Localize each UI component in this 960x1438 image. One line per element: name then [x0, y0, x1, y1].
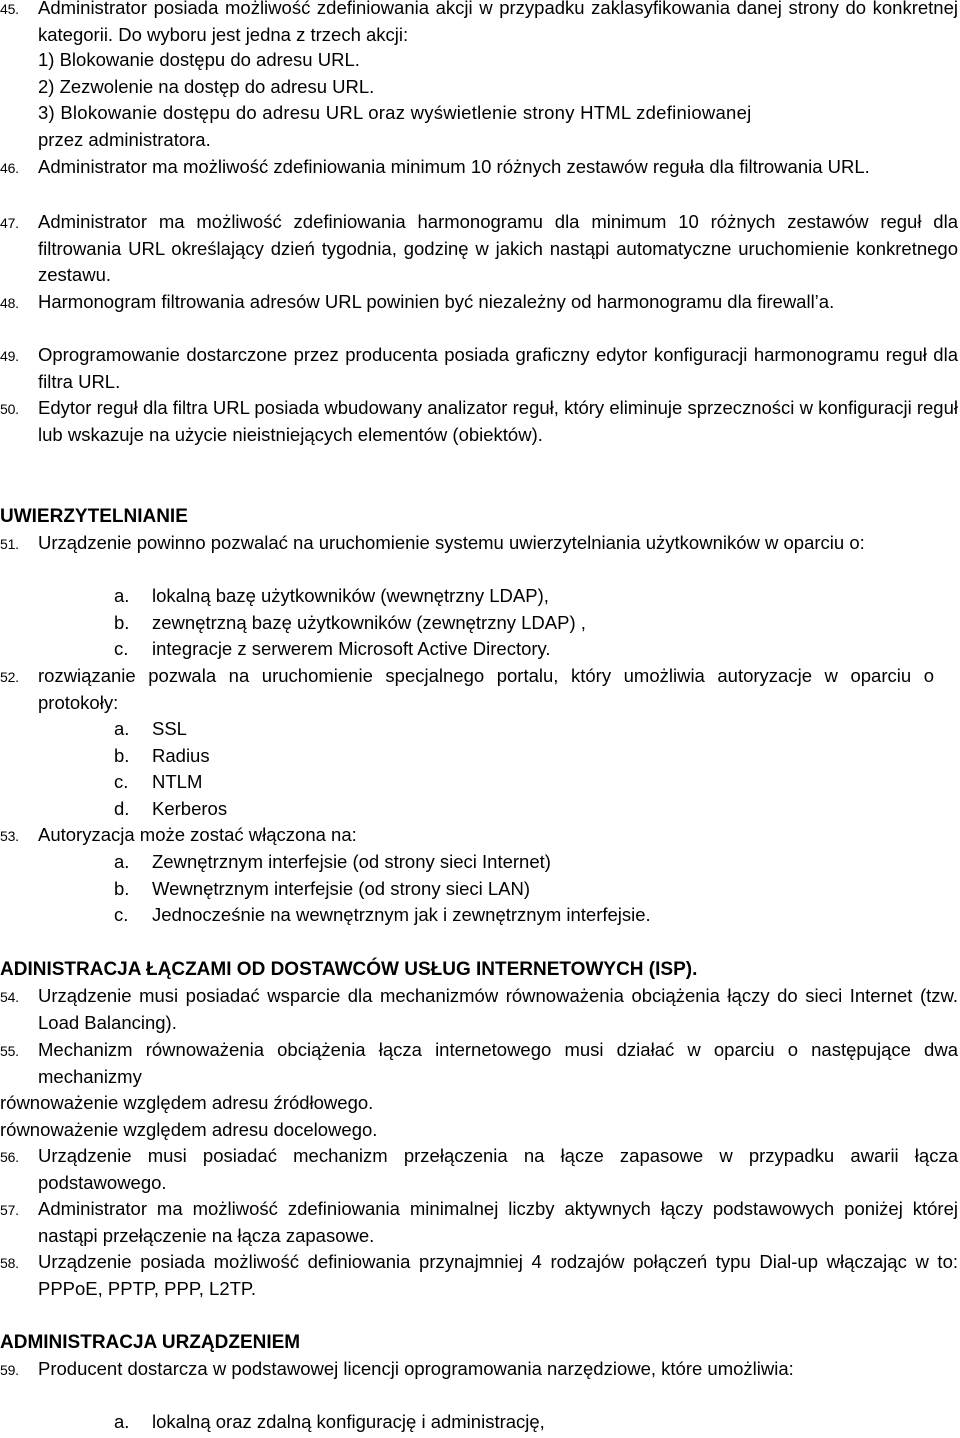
list-item: a. lokalną oraz zdalną konfigurację i administrację,	[114, 1411, 545, 1432]
requirement-56	[0, 1143, 958, 1196]
item-text: Urządzenie powinno pozwalać na uruchomienie systemu uwierzytelniania użytkowników w oparciu o:	[38, 532, 865, 553]
protocol-list	[0, 716, 958, 822]
item-text: Edytor reguł dla filtra URL posiada wbudowany analizator reguł, który eliminuje sprzeczności w konfiguracji reguł lub wskazuje na użycie nieistniejących elementów (obiektów).	[38, 397, 958, 445]
item-text: Urządzenie posiada możliwość definiowania przynajmniej 4 rodzajów połączeń typu Dial-up włączając w to: PPPoE, PPTP, PPP, L2TP.	[38, 1251, 958, 1299]
list-item: d. Kerberos	[114, 797, 228, 819]
list-item: c. integracje z serwerem Microsoft Active Directory.	[114, 638, 551, 659]
item-number: 58.	[0, 1255, 19, 1271]
item-number: 45.	[0, 1, 19, 17]
requirement-54	[0, 983, 958, 1036]
item-text: Producent dostarcza w podstawowej licencji oprogramowania narzędziowe, które umożliwia:	[38, 1358, 794, 1379]
list-item: a. lokalną bazę użytkowników (wewnętrzny LDAP),	[114, 585, 549, 606]
item-text: Administrator ma możliwość zdefiniowania minimum 10 różnych zestawów reguła dla filtrowania URL.	[38, 156, 870, 177]
section-heading-isp: ADINISTRACJA ŁĄCZAMI OD DOSTAWCÓW USŁUG INTERNETOWYCH (ISP).	[0, 959, 698, 980]
item-number: 49.	[0, 348, 19, 364]
item-number: 52.	[0, 669, 19, 685]
item-text: Administrator posiada możliwość zdefiniowania akcji w przypadku zaklasyfikowania danej strony do konkretnej kategorii. Do wyboru jest jedna z trzech akcji:	[38, 0, 958, 45]
requirement-59	[0, 1356, 958, 1383]
item-number: 59.	[0, 1362, 19, 1378]
item-number: 53.	[0, 828, 19, 844]
item-number: 56.	[0, 1149, 19, 1165]
action-list	[0, 47, 958, 153]
requirement-50	[0, 395, 958, 448]
item-text: Oprogramowanie dostarczone przez producenta posiada graficzny edytor konfiguracji harmonogramu reguł dla filtra URL.	[38, 344, 958, 392]
requirement-45	[0, 0, 958, 48]
item-number: 54.	[0, 989, 19, 1005]
item-text: Harmonogram filtrowania adresów URL powinien być niezależny od harmonogramu dla firewall’a.	[38, 291, 835, 312]
item-number: 46.	[0, 160, 19, 176]
item-text: Administrator ma możliwość zdefiniowania harmonogramu dla minimum 10 różnych zestawów reguł dla filtrowania URL określający dzień tygodnia, godzinę w jakich nastąpi automatyczne uruchomienie konkretnego zestawu.	[38, 211, 958, 285]
item-text: Autoryzacja może zostać włączona na:	[38, 824, 357, 845]
list-item: a. Zewnętrznym interfejsie (od strony sieci Internet)	[114, 851, 551, 872]
item-number: 50.	[0, 401, 19, 417]
item-number: 51.	[0, 536, 19, 552]
section-heading-device-admin: ADMINISTRACJA URZĄDZENIEM	[0, 1332, 301, 1353]
item-text: Urządzenie musi posiadać wsparcie dla mechanizmów równoważenia obciążenia łączy do sieci Internet (tzw. Load Balancing).	[38, 985, 958, 1033]
list-item: 3) Blokowanie dostępu do adresu URL oraz wyświetlenie strony HTML zdefiniowanej	[38, 102, 752, 123]
interface-list	[0, 849, 958, 929]
balancing-method-source: równoważenie względem adresu źródłowego.	[0, 1092, 374, 1113]
auth-source-list	[0, 583, 958, 663]
list-item: b. zewnętrzną bazę użytkowników (zewnętrzny LDAP) ,	[114, 611, 586, 633]
requirement-52	[0, 663, 958, 716]
list-item: c. NTLM	[114, 771, 203, 792]
requirement-53	[0, 822, 958, 849]
item-number: 47.	[0, 215, 19, 231]
item-text: Mechanizm równoważenia obciążenia łącza internetowego musi działać w oparciu o następujące dwa mechanizmy	[38, 1039, 958, 1087]
item-number: 48.	[0, 295, 19, 311]
section-heading-authentication: UWIERZYTELNIANIE	[0, 506, 188, 527]
requirement-57	[0, 1196, 958, 1249]
item-text: Urządzenie musi posiadać mechanizm przełączenia na łącze zapasowe w przypadku awarii łącza podstawowego.	[38, 1145, 958, 1193]
tool-capability-list	[0, 1409, 958, 1436]
list-item: c. Jednocześnie na wewnętrznym jak i zewnętrznym interfejsie.	[114, 904, 651, 925]
item-text: rozwiązanie pozwala na uruchomienie specjalnego portalu, który umożliwia autoryzacje w oparciu o protokoły:	[38, 665, 934, 713]
requirement-48	[0, 289, 958, 316]
list-item: a. SSL	[114, 718, 187, 739]
list-item: b. Radius	[114, 744, 210, 766]
item-text: Administrator ma możliwość zdefiniowania minimalnej liczby aktywnych łączy podstawowych poniżej której nastąpi przełączenie na łącza zapasowe.	[38, 1198, 958, 1246]
requirement-58	[0, 1249, 958, 1302]
list-item: b. Wewnętrznym interfejsie (od strony sieci LAN)	[114, 877, 531, 899]
list-item: przez administratora.	[38, 128, 211, 150]
item-number: 57.	[0, 1202, 19, 1218]
requirement-49	[0, 342, 958, 395]
requirement-46	[0, 154, 958, 181]
list-item: 2) Zezwolenie na dostęp do adresu URL.	[38, 75, 375, 97]
requirement-55	[0, 1037, 958, 1090]
balancing-method-destination: równoważenie względem adresu docelowego.	[0, 1119, 378, 1140]
requirement-47	[0, 209, 958, 289]
item-number: 55.	[0, 1043, 19, 1059]
list-item: 1) Blokowanie dostępu do adresu URL.	[38, 49, 360, 70]
requirement-51	[0, 530, 958, 557]
